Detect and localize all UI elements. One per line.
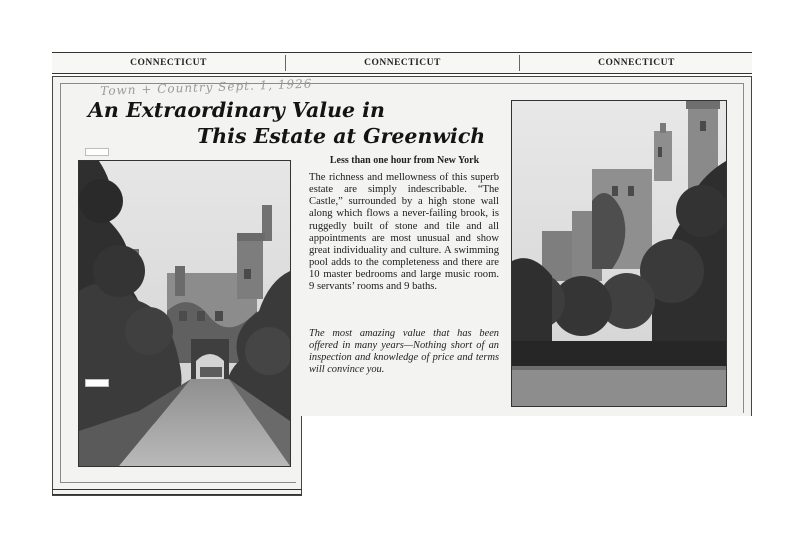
handwritten-source-note: Town + Country Sept. 1, 1926 [100, 76, 313, 98]
closing-tagline: The most amazing value that has been offered in many years—Nothing short of an inspection and knowledge of price and terms will convince you. [309, 328, 499, 375]
bottom-rule [52, 489, 302, 495]
header-center-label: CONNECTICUT [364, 58, 441, 68]
body-copy [309, 172, 499, 294]
paper-flag [85, 148, 109, 156]
castle-towers-photo [511, 100, 727, 407]
body-paragraph: The richness and mellowness of this superb estate are simply indescribable. “The Castle,” surrounded by a high stone wall along which flows a never-failing brook, is ruggedly built of stone and tile and all appointments are most unusual and show great individuality and culture. A swimming pool adds to the completeness and there are 10 master bedrooms and large music room. 9 servants’ rooms and 9 baths. [309, 172, 499, 293]
paper-flag [85, 379, 109, 387]
headline-line-1: An Extraordinary Value in [88, 98, 385, 122]
castle-driveway-photo [78, 160, 291, 467]
header-left-label: CONNECTICUT [130, 58, 207, 68]
subheadline: Less than one hour from New York [329, 155, 480, 166]
headline-line-2: This Estate at Greenwich [197, 124, 486, 148]
header-right-label: CONNECTICUT [598, 58, 675, 68]
running-header [52, 52, 752, 74]
